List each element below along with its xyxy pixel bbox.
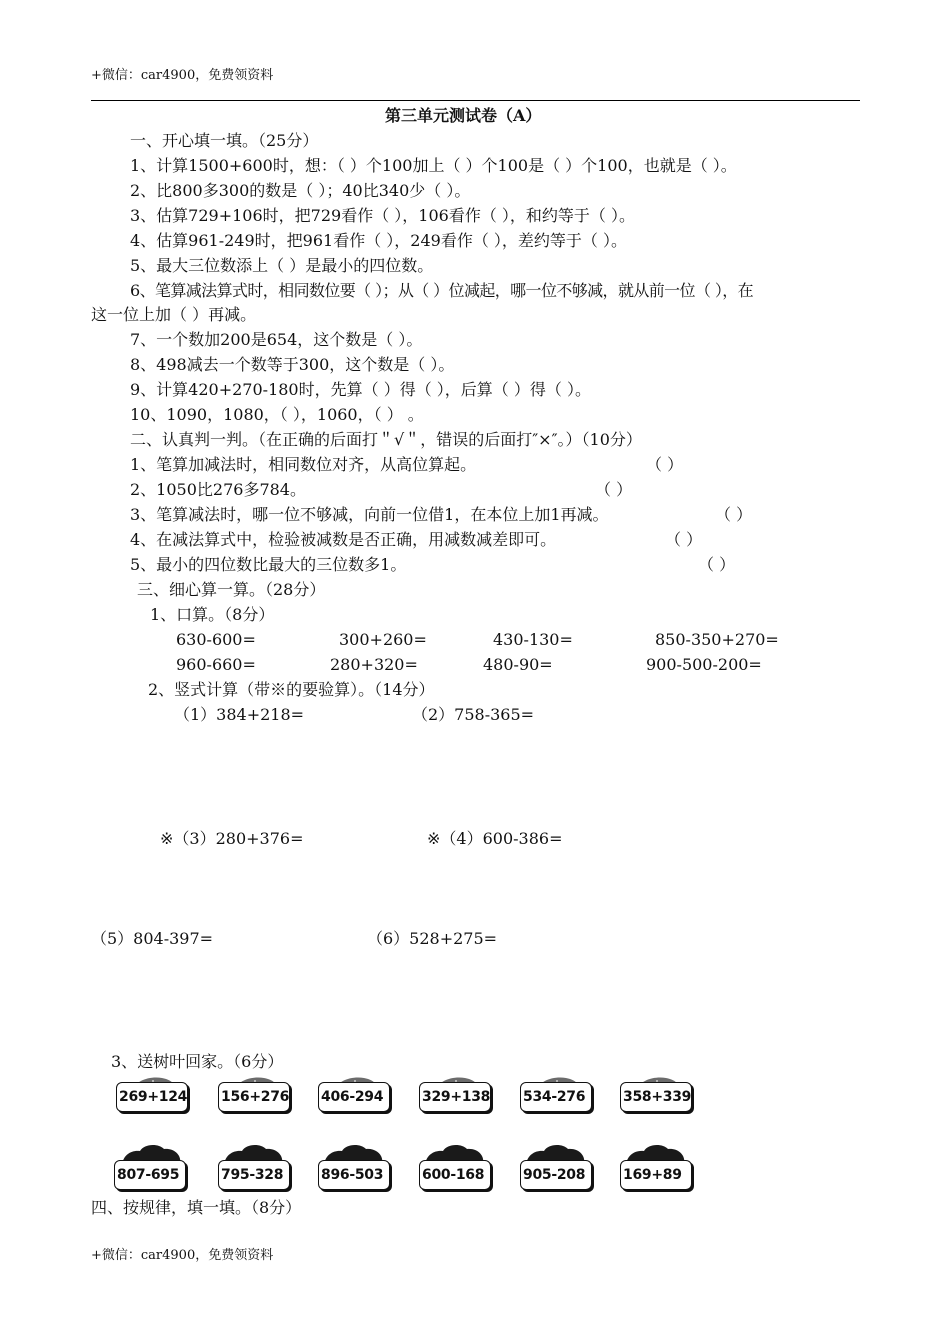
judge-item-text: 4、在减法算式中，检验被减数是否正确，用减数减差即可。 [130, 530, 557, 549]
question-1-3: 3、估算729+106时，把729看作（ ），106看作（ ），和约等于（ ）。 [130, 206, 636, 225]
section-1-heading: 一、开心填一填。（25分） [130, 131, 319, 150]
vertical-calc-item: （1）384+218= [174, 705, 305, 724]
question-1-7: 7、一个数加200是654，这个数是（ ）。 [130, 330, 423, 349]
vertical-calc-heading: 2、竖式计算（带※的要验算）。（14分） [148, 680, 435, 699]
tree-card[interactable]: 600-168 [419, 1160, 491, 1190]
question-1-6-line1: 6、笔算减法算式时，相同数位要（ ）；从（ ）位减起，哪一位不够减，就从前一位（ ），在 [130, 281, 754, 300]
judge-item-mark: （ ） [646, 455, 684, 474]
oral-calc-item: 630-600= [176, 630, 256, 649]
oral-calc-item: 900-500-200= [646, 655, 762, 674]
oral-calc-heading: 1、口算。（8分） [150, 605, 275, 624]
leaves-heading: 3、送树叶回家。（6分） [111, 1052, 284, 1071]
page-title: 第三单元测试卷（A） [385, 106, 542, 125]
oral-calc-item: 430-130= [493, 630, 573, 649]
question-1-6-line2: 这一位上加（ ）再减。 [91, 305, 257, 324]
header-divider [91, 100, 860, 101]
leaf-card[interactable]: 156+276 [218, 1082, 290, 1112]
oral-calc-item: 850-350+270= [655, 630, 779, 649]
vertical-calc-item: ※（4）600-386= [427, 829, 563, 848]
question-1-2: 2、比800多300的数是（ ）；40比340少（ ）。 [130, 181, 471, 200]
tree-card[interactable]: 795-328 [218, 1160, 290, 1190]
section-4-heading: 四、按规律，填一填。（8分） [91, 1198, 302, 1217]
question-1-1: 1、计算1500+600时，想：（ ）个100加上（ ）个100是（ ）个100，也就是（ ）。 [130, 156, 737, 175]
leaf-card[interactable]: 269+124 [116, 1082, 188, 1112]
question-1-9: 9、计算420+270-180时，先算（ ）得（ ），后算（ ）得（ ）。 [130, 380, 591, 399]
oral-calc-item: 300+260= [339, 630, 427, 649]
leaf-card[interactable]: 406-294 [318, 1082, 390, 1112]
judge-item-text: 5、最小的四位数比最大的三位数多1。 [130, 555, 407, 574]
question-1-8: 8、498减去一个数等于300，这个数是（ ）。 [130, 355, 455, 374]
oral-calc-item: 480-90= [483, 655, 553, 674]
leaf-card[interactable]: 534-276 [520, 1082, 592, 1112]
page-header: +微信：car4900，免费领资料 [91, 68, 274, 83]
question-1-4: 4、估算961-249时，把961看作（ ），249看作（ ），差约等于（ ）。 [130, 231, 628, 250]
oral-calc-item: 960-660= [176, 655, 256, 674]
tree-card[interactable]: 896-503 [318, 1160, 390, 1190]
leaf-card[interactable]: 358+339 [620, 1082, 692, 1112]
page-footer: +微信：car4900，免费领资料 [91, 1248, 274, 1263]
judge-item-mark: （ ） [595, 480, 633, 499]
judge-item-mark: （ ） [665, 530, 703, 549]
oral-calc-item: 280+320= [330, 655, 418, 674]
judge-item-mark: （ ） [715, 505, 753, 524]
judge-item-text: 3、笔算减法时，哪一位不够减，向前一位借1，在本位上加1再减。 [130, 505, 609, 524]
section-2-heading: 二、认真判一判。（在正确的后面打＂√＂，错误的后面打″×″。）（10分） [130, 430, 642, 449]
question-1-5: 5、最大三位数添上（ ）是最小的四位数。 [130, 256, 434, 275]
tree-card[interactable]: 905-208 [520, 1160, 592, 1190]
vertical-calc-item: （5）804-397= [91, 929, 214, 948]
question-1-10: 10、1090，1080，（ ），1060，（ ） 。 [130, 405, 424, 424]
tree-card[interactable]: 807-695 [114, 1160, 186, 1190]
judge-item-text: 2、1050比276多784。 [130, 480, 306, 499]
judge-item-mark: （ ） [698, 555, 736, 574]
vertical-calc-item: （2）758-365= [412, 705, 535, 724]
vertical-calc-item: （6）528+275= [367, 929, 498, 948]
section-3-heading: 三、细心算一算。（28分） [137, 580, 326, 599]
tree-card[interactable]: 169+89 [620, 1160, 692, 1190]
judge-item-text: 1、笔算加减法时，相同数位对齐，从高位算起。 [130, 455, 477, 474]
leaf-card[interactable]: 329+138 [419, 1082, 491, 1112]
vertical-calc-item: ※（3）280+376= [160, 829, 304, 848]
